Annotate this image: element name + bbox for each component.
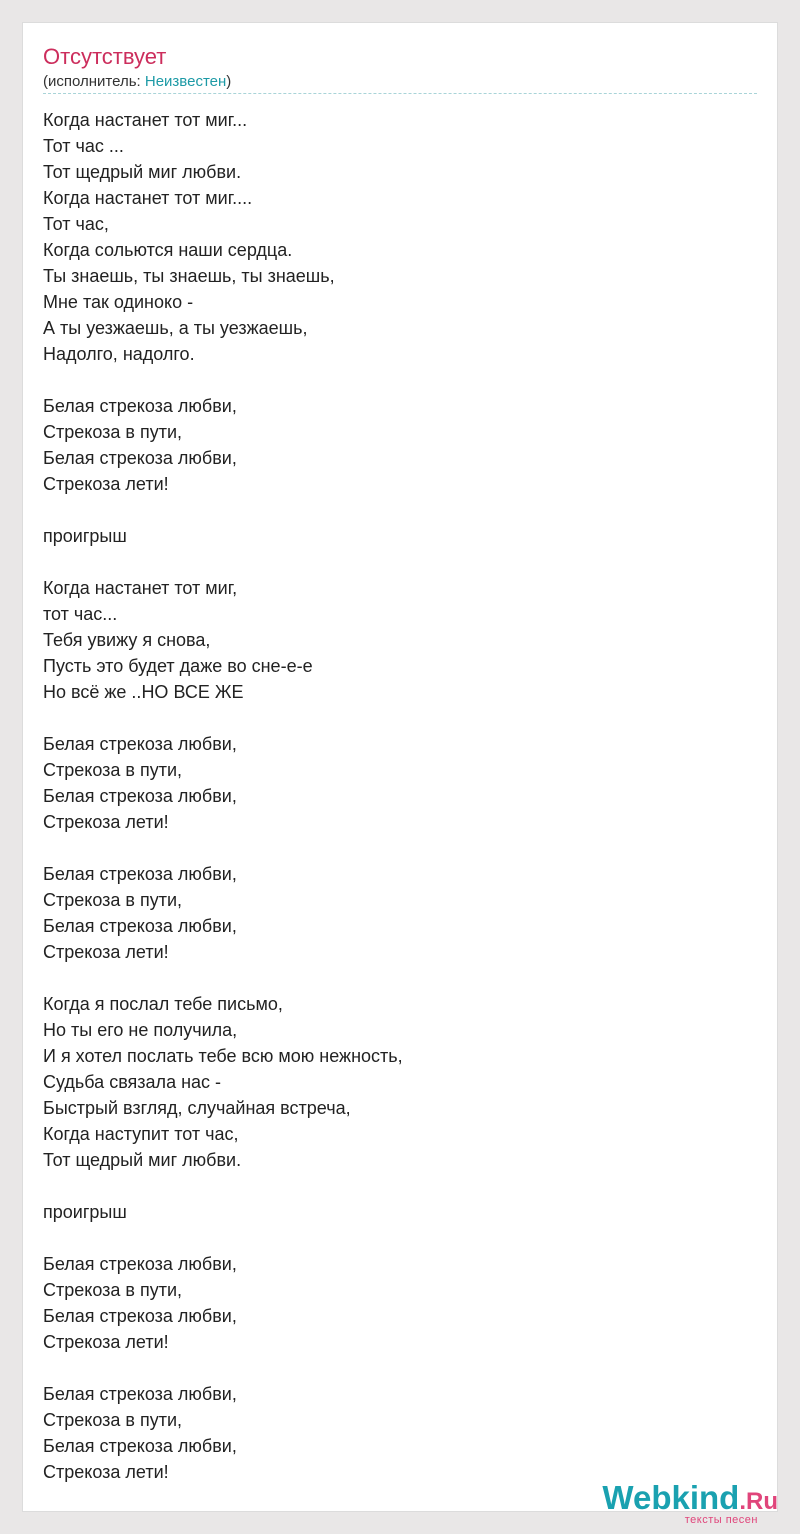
lyrics-line: Когда наступит тот час, [43,1124,239,1144]
lyrics-blank-line [43,835,743,861]
lyrics-line: Белая стрекоза любви, [43,1306,237,1326]
lyrics-line: Белая стрекоза любви, [43,786,237,806]
title-divider [43,93,757,94]
lyrics-line: Когда настанет тот миг.... [43,188,253,208]
lyrics-line: Белая стрекоза любви, [43,1254,237,1274]
lyrics-blank-line [43,1355,743,1381]
logo-tagline: тексты песен [684,1514,758,1526]
lyrics-card [22,22,778,1512]
lyrics-line: проигрыш [43,526,127,546]
lyrics-line: Ты знаешь, ты знаешь, ты знаешь, [43,266,335,286]
logo-name: Webkind [602,1479,740,1516]
lyrics-line: Стрекоза в пути, [43,760,183,780]
lyrics-line: Белая стрекоза любви, [43,864,237,884]
lyrics-line: Белая стрекоза любви, [43,1436,237,1456]
lyrics-line: Тот час ... [43,136,124,156]
lyrics-line: Тот час, [43,214,109,234]
lyrics-line: Белая стрекоза любви, [43,396,237,416]
lyrics-line: И я хотел послать тебе всю мою нежность, [43,1046,403,1066]
lyrics-blank-line [43,549,743,575]
lyrics-line: Белая стрекоза любви, [43,448,237,468]
lyrics-line: Стрекоза в пути, [43,1280,183,1300]
lyrics-line: тот час... [43,604,118,624]
lyrics-line: Стрекоза лети! [43,1462,169,1482]
lyrics-line: Когда я послал тебе письмо, [43,994,283,1014]
lyrics-line: Стрекоза в пути, [43,890,183,910]
lyrics-line: Когда настанет тот миг, [43,578,238,598]
lyrics-blank-line [43,1173,743,1199]
lyrics-line: Надолго, надолго. [43,344,195,364]
logo-domain: .Ru [739,1488,778,1515]
lyrics-line: Мне так одиноко - [43,292,194,312]
lyrics-text [43,107,743,1485]
lyrics-line: А ты уезжаешь, а ты уезжаешь, [43,318,308,338]
artist-suffix: ) [226,73,232,90]
lyrics-blank-line [43,367,743,393]
lyrics-line: Когда сольются наши сердца. [43,240,293,260]
lyrics-line: Стрекоза лети! [43,942,169,962]
lyrics-line: Тебя увижу я снова, [43,630,211,650]
lyrics-line: Стрекоза в пути, [43,1410,183,1430]
lyrics-line: Белая стрекоза любви, [43,734,237,754]
lyrics-line: Белая стрекоза любви, [43,916,237,936]
lyrics-line: Стрекоза лети! [43,812,169,832]
song-title: Отсутствует [43,44,167,69]
lyrics-line: Когда настанет тот миг... [43,110,248,130]
artist-line [43,73,231,91]
lyrics-line: Но ты его не получила, [43,1020,238,1040]
lyrics-blank-line [43,1225,743,1251]
lyrics-line: Но всё же ..НО ВСЕ ЖЕ [43,682,244,702]
artist-prefix: (исполнитель: [43,73,145,90]
lyrics-blank-line [43,965,743,991]
lyrics-line: Пусть это будет даже во сне-е-е [43,656,313,676]
lyrics-blank-line [43,705,743,731]
artist-link[interactable]: Неизвестен [144,73,227,90]
lyrics-line: Стрекоза лети! [43,474,169,494]
lyrics-line: Тот щедрый миг любви. [43,1150,242,1170]
lyrics-line: Стрекоза лети! [43,1332,169,1352]
lyrics-line: проигрыш [43,1202,127,1222]
lyrics-line: Стрекоза в пути, [43,422,183,442]
lyrics-line: Быстрый взгляд, случайная встреча, [43,1098,351,1118]
lyrics-line: Судьба связала нас - [43,1072,222,1092]
lyrics-line: Белая стрекоза любви, [43,1384,237,1404]
site-logo[interactable] [578,1478,778,1528]
lyrics-blank-line [43,497,743,523]
lyrics-line: Тот щедрый миг любви. [43,162,242,182]
